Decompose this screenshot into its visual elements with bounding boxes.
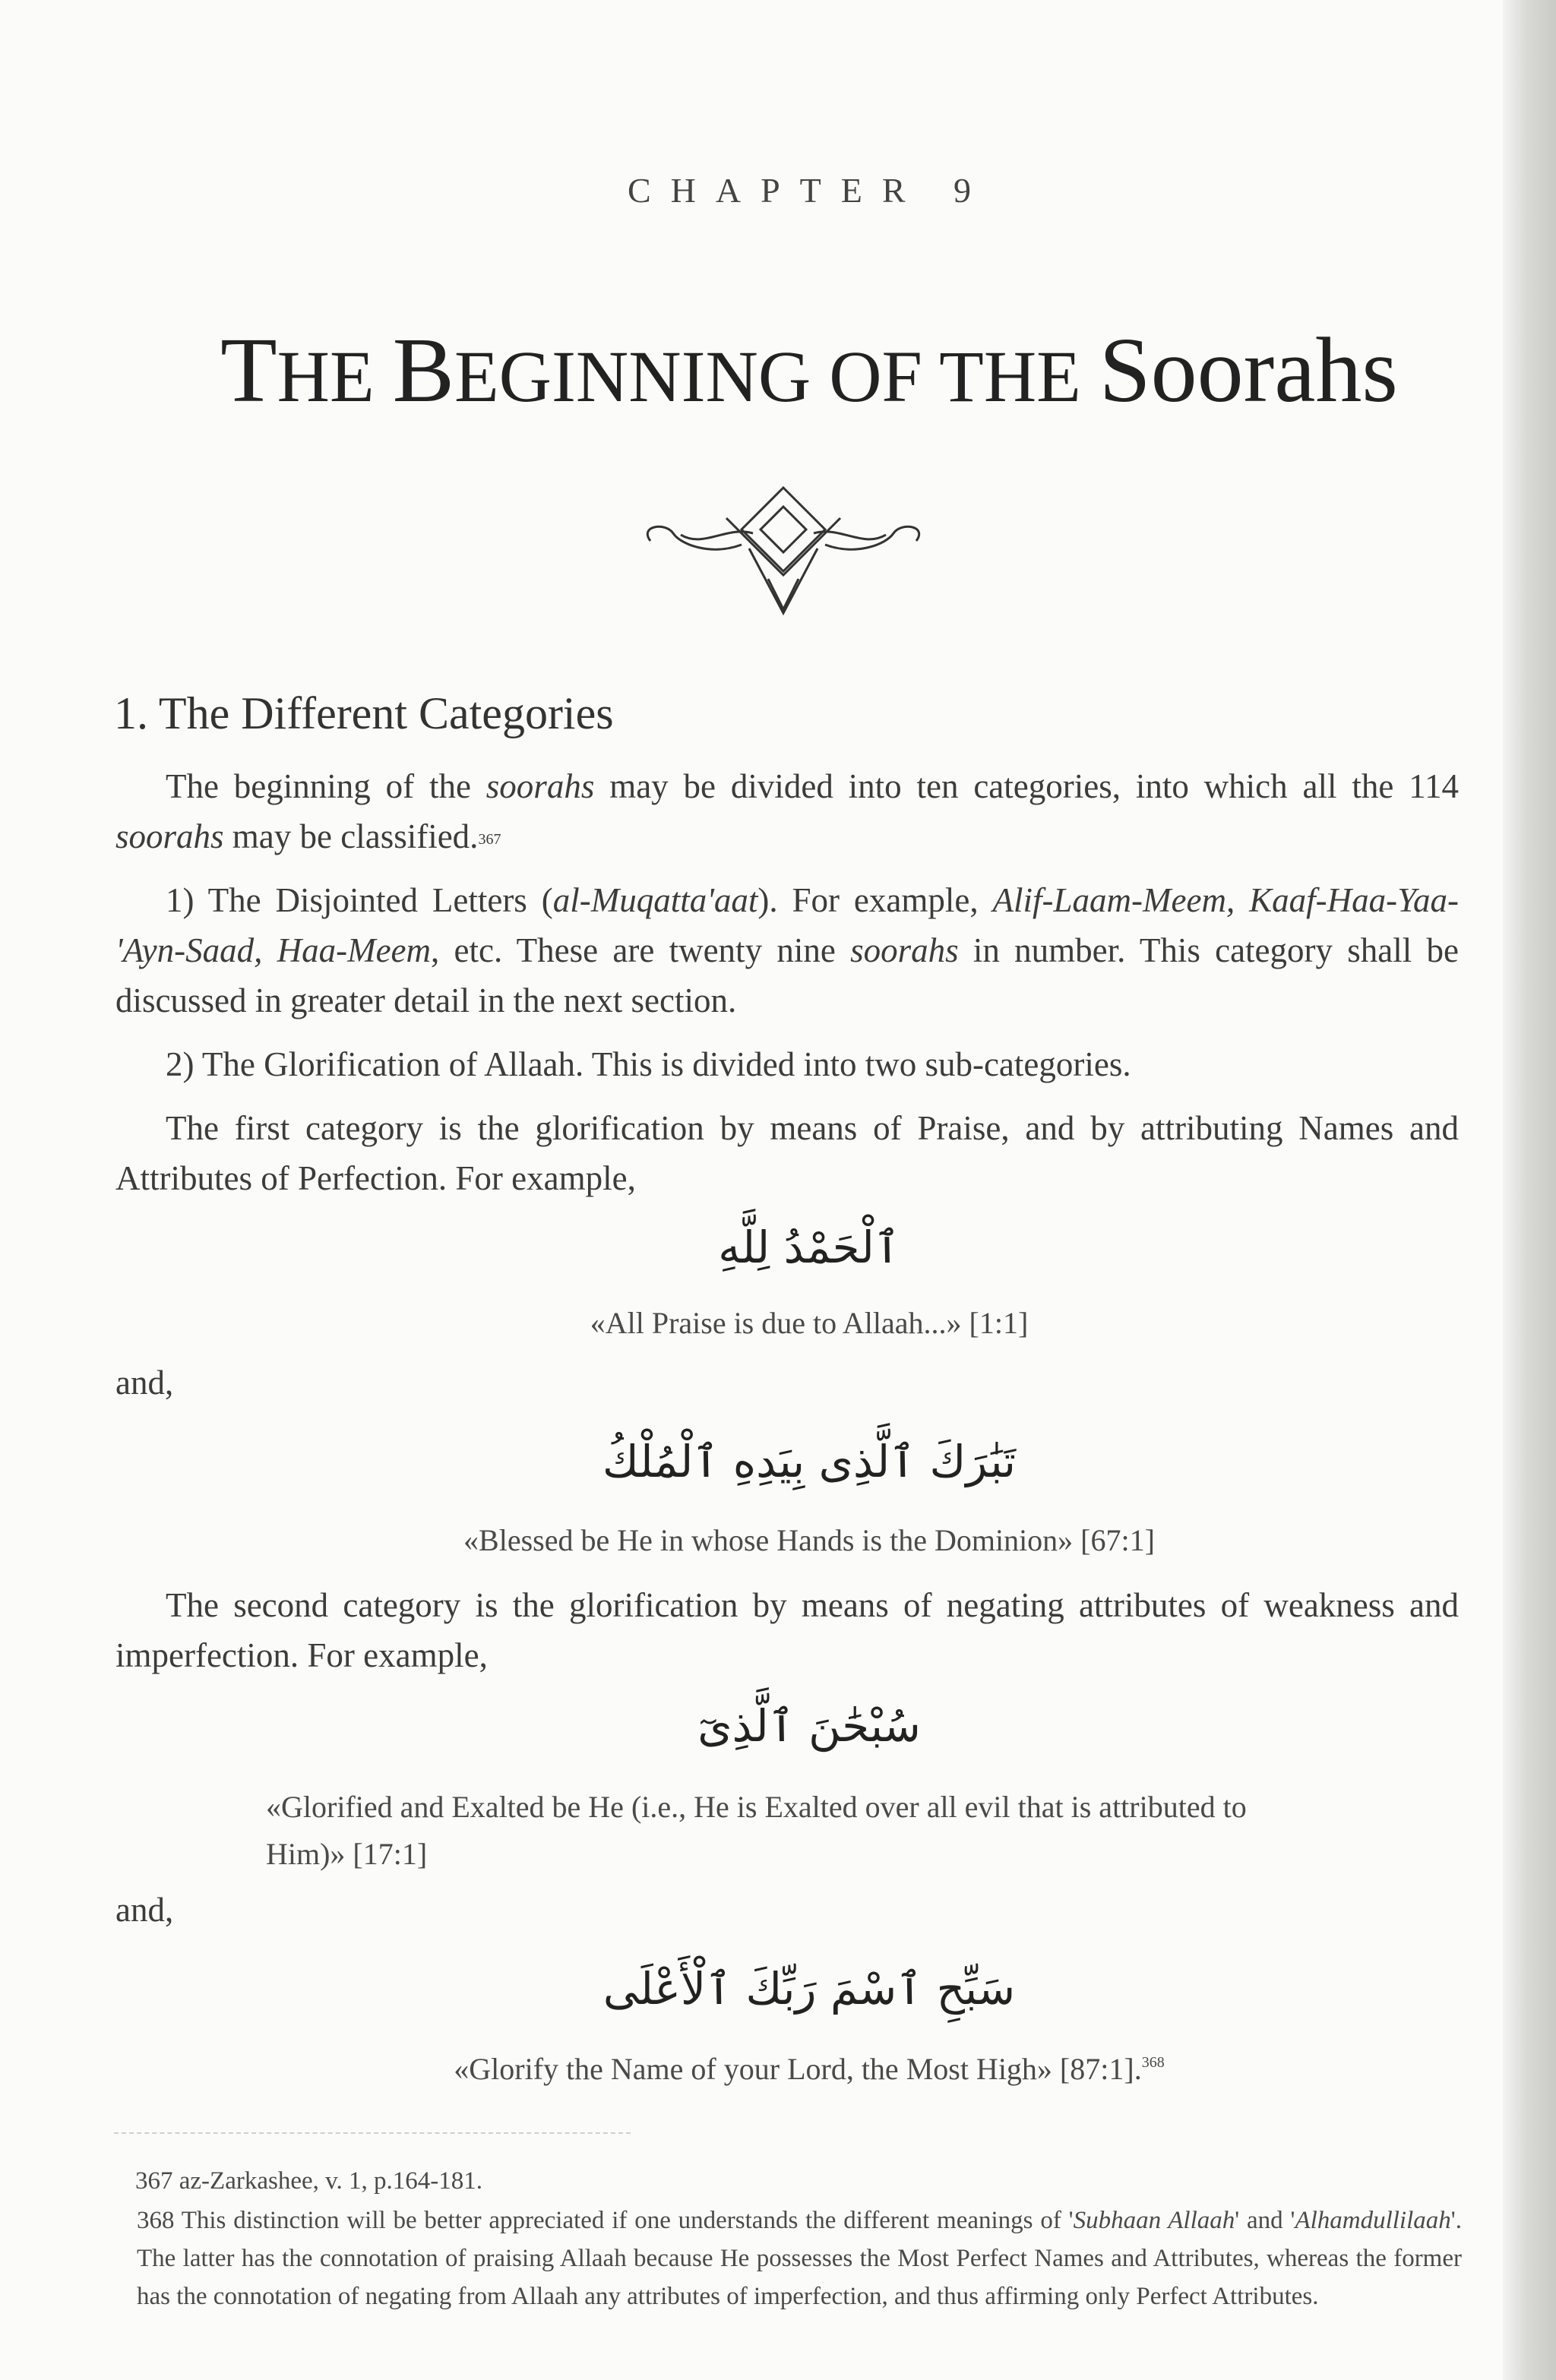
- verse-arabic-3: سُبْحَٰنَ ٱلَّذِىٓ: [697, 1700, 921, 1752]
- title-smallcaps-2: EGINNING OF THE: [454, 336, 1099, 417]
- verse-arabic-1: ٱلْحَمْدُ لِلَّهِ: [718, 1222, 900, 1273]
- footnote-368: 368 This distinction will be better appreciated if one understands the different meanings of 'Subhaan Allaah' and 'Alhamdullilaah'. The latter has the connotation of praising Allaah because He possesses the Most Perfect Names and Attributes, whereas the former has the connotation of negating from Allaah any attributes of imperfection, and thus affirming only Perfect Attributes.: [137, 2207, 1462, 2310]
- verse-translation-2: «Blessed be He in whose Hands is the Dominion» [67:1]: [463, 1523, 1155, 1557]
- ornament-icon: [635, 480, 931, 624]
- verse-translation-1: «All Praise is due to Allaah...» [1:1]: [590, 1306, 1029, 1340]
- paragraph-intro: The beginning of the soorahs may be divided into ten categories, into which all the 114 soorahs may be classified.$^{367}$: [115, 767, 1459, 855]
- footnote-ref-367[interactable]: 367: [478, 831, 501, 848]
- verse-arabic-4: سَبِّحِ ٱسْمَ رَبِّكَ ٱلْأَعْلَى: [602, 1963, 1016, 2015]
- verse-arabic-2: تَبَٰرَكَ ٱلَّذِى بِيَدِهِ ٱلْمُلْكُ: [602, 1436, 1016, 1487]
- paragraph-first-category: The first category is the glorification by means of Praise, and by attributing Names and Attributes of Perfection. For example,: [115, 1109, 1459, 1197]
- footnote-367: 367 az-Zarkashee, v. 1, p.164-181.: [135, 2167, 482, 2195]
- chapter-title: [0, 318, 1556, 424]
- footnote-divider: [114, 2132, 631, 2134]
- title-end: Soorahs: [1099, 319, 1398, 422]
- chapter-label: CHAPTER 9: [627, 171, 991, 210]
- verse-translation-3: «Glorified and Exalted be He (i.e., He is Exalted over all evil that is attributed to Him)» [17:1]: [266, 1790, 1247, 1871]
- paragraph-glorification: 2) The Glorification of Allaah. This is divided into two sub-categories.: [166, 1045, 1131, 1083]
- title-initial-2: B: [392, 319, 454, 422]
- title-smallcaps-1: HE: [277, 336, 393, 417]
- footnote-ref-368[interactable]: 368: [1141, 2054, 1165, 2071]
- title-initial-1: T: [220, 319, 277, 422]
- verse-translation-4: «Glorify the Name of your Lord, the Most High» [87:1].$^{368}$: [454, 2052, 1165, 2086]
- connector-and-1: and,: [115, 1364, 174, 1402]
- paragraph-second-category: The second category is the glorification by means of negating attributes of weakness and imperfection. For example,: [115, 1586, 1459, 1674]
- paragraph-disjointed-letters: 1) The Disjointed Letters (al-Muqatta'aat). For example, Alif-Laam-Meem, Kaaf-Haa-Yaa-'Ayn-Saad, Haa-Meem, etc. These are twenty nine soorahs in number. This category shall be discussed in greater detail in the next section.: [115, 881, 1460, 1019]
- section-heading: 1. The Different Categories: [114, 688, 614, 738]
- connector-and-2: and,: [115, 1891, 174, 1929]
